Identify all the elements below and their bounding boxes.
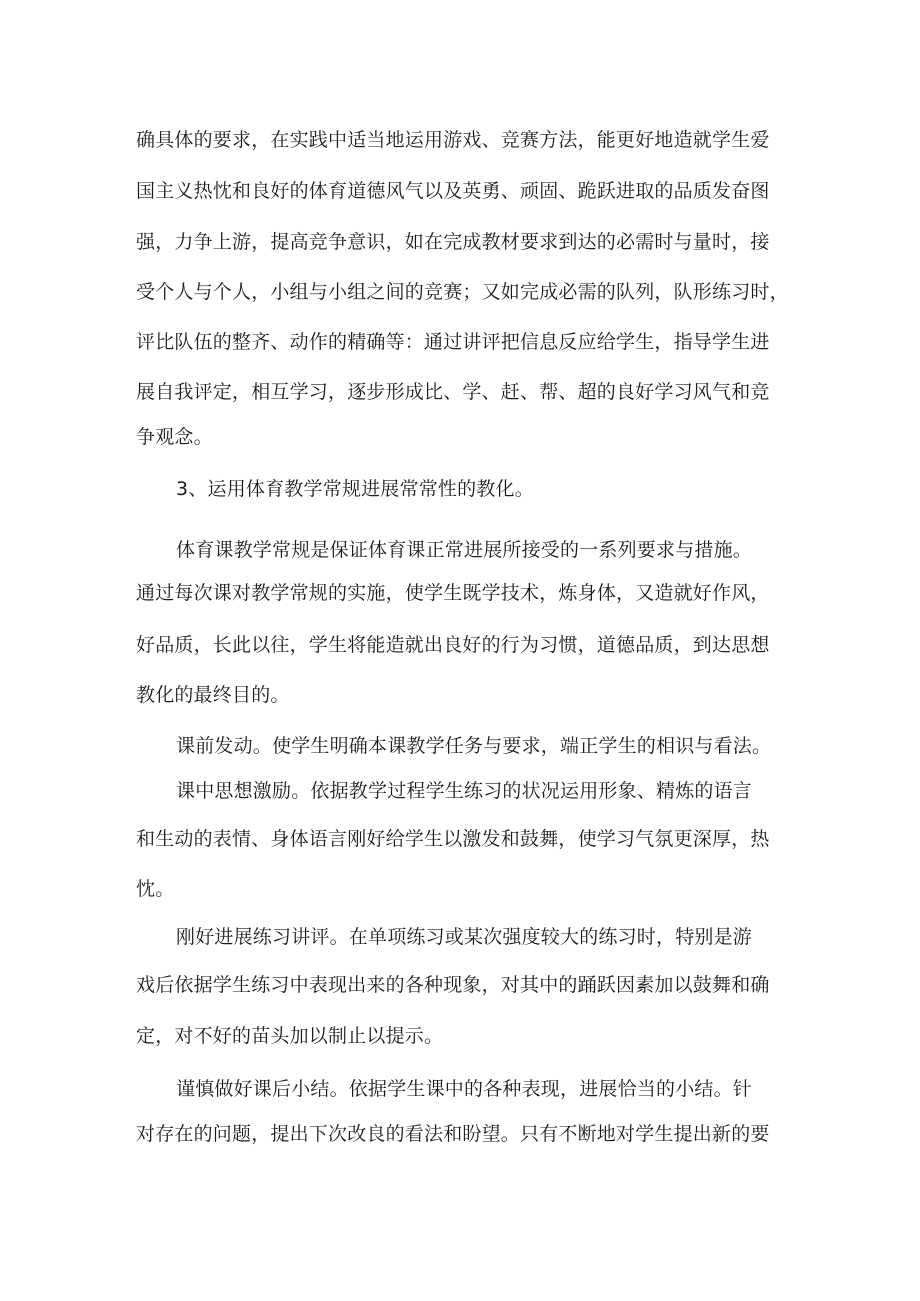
text-line: 争观念。: [136, 426, 213, 448]
text-line: 定，对不好的苗头加以制止以提示。: [136, 1025, 444, 1047]
text-line: 体育课教学常规是保证体育课正常进展所接受的一系列要求与措施。: [176, 539, 753, 561]
text-line: 对存在的问题，提出下次改良的看法和盼望。只有不断地对学生提出新的要: [136, 1123, 770, 1145]
text-line: 忱。: [136, 878, 175, 900]
text-line: 刚好进展练习讲评。在单项练习或某次强度较大的练习时，特别是游: [176, 926, 753, 948]
text-line: 课前发动。使学生明确本课教学任务与要求，端正学生的相识与看法。: [176, 735, 772, 757]
text-line: 评比队伍的整齐、动作的精确等：通过讲评把信息反应给学生，指导学生进: [136, 331, 770, 353]
text-line: 强，力争上游，提高竞争意识，如在完成教材要求到达的必需时与量时，接: [136, 231, 770, 253]
text-line: 通过每次课对教学常规的实施，使学生既学技术，炼身体，又造就好作风，: [136, 582, 770, 604]
text-line: 好品质，长此以往，学生将能造就出良好的行为习惯，道德品质，到达思想: [136, 634, 770, 656]
section-heading: 3、运用体育教学常规进展常常性的教化。: [176, 478, 534, 500]
text-line: 展自我评定，相互学习，逐步形成比、学、赶、帮、超的良好学习风气和竞: [136, 381, 770, 403]
text-line: 课中思想激励。依据教学过程学生练习的状况运用形象、精炼的语言: [176, 780, 753, 802]
text-line: 国主义热忱和良好的体育道德风气以及英勇、顽固、跪跃进取的品质发奋图: [136, 180, 770, 202]
text-line: 戏后依据学生练习中表现出来的各种现象，对其中的踊跃因素加以鼓舞和确: [136, 974, 770, 996]
text-line: 确具体的要求，在实践中适当地运用游戏、竞赛方法，能更好地造就学生爱: [136, 129, 770, 151]
text-line: 谨慎做好课后小结。依据学生课中的各种表现，进展恰当的小结。针: [176, 1078, 753, 1100]
text-line: 教化的最终目的。: [136, 684, 290, 706]
text-line: 受个人与个人，小组与小组之间的竞赛；又如完成必需的队列，队形练习时，: [136, 281, 789, 303]
text-line: 和生动的表情、身体语言刚好给学生以激发和鼓舞，使学习气氛更深厚，热: [136, 828, 770, 850]
